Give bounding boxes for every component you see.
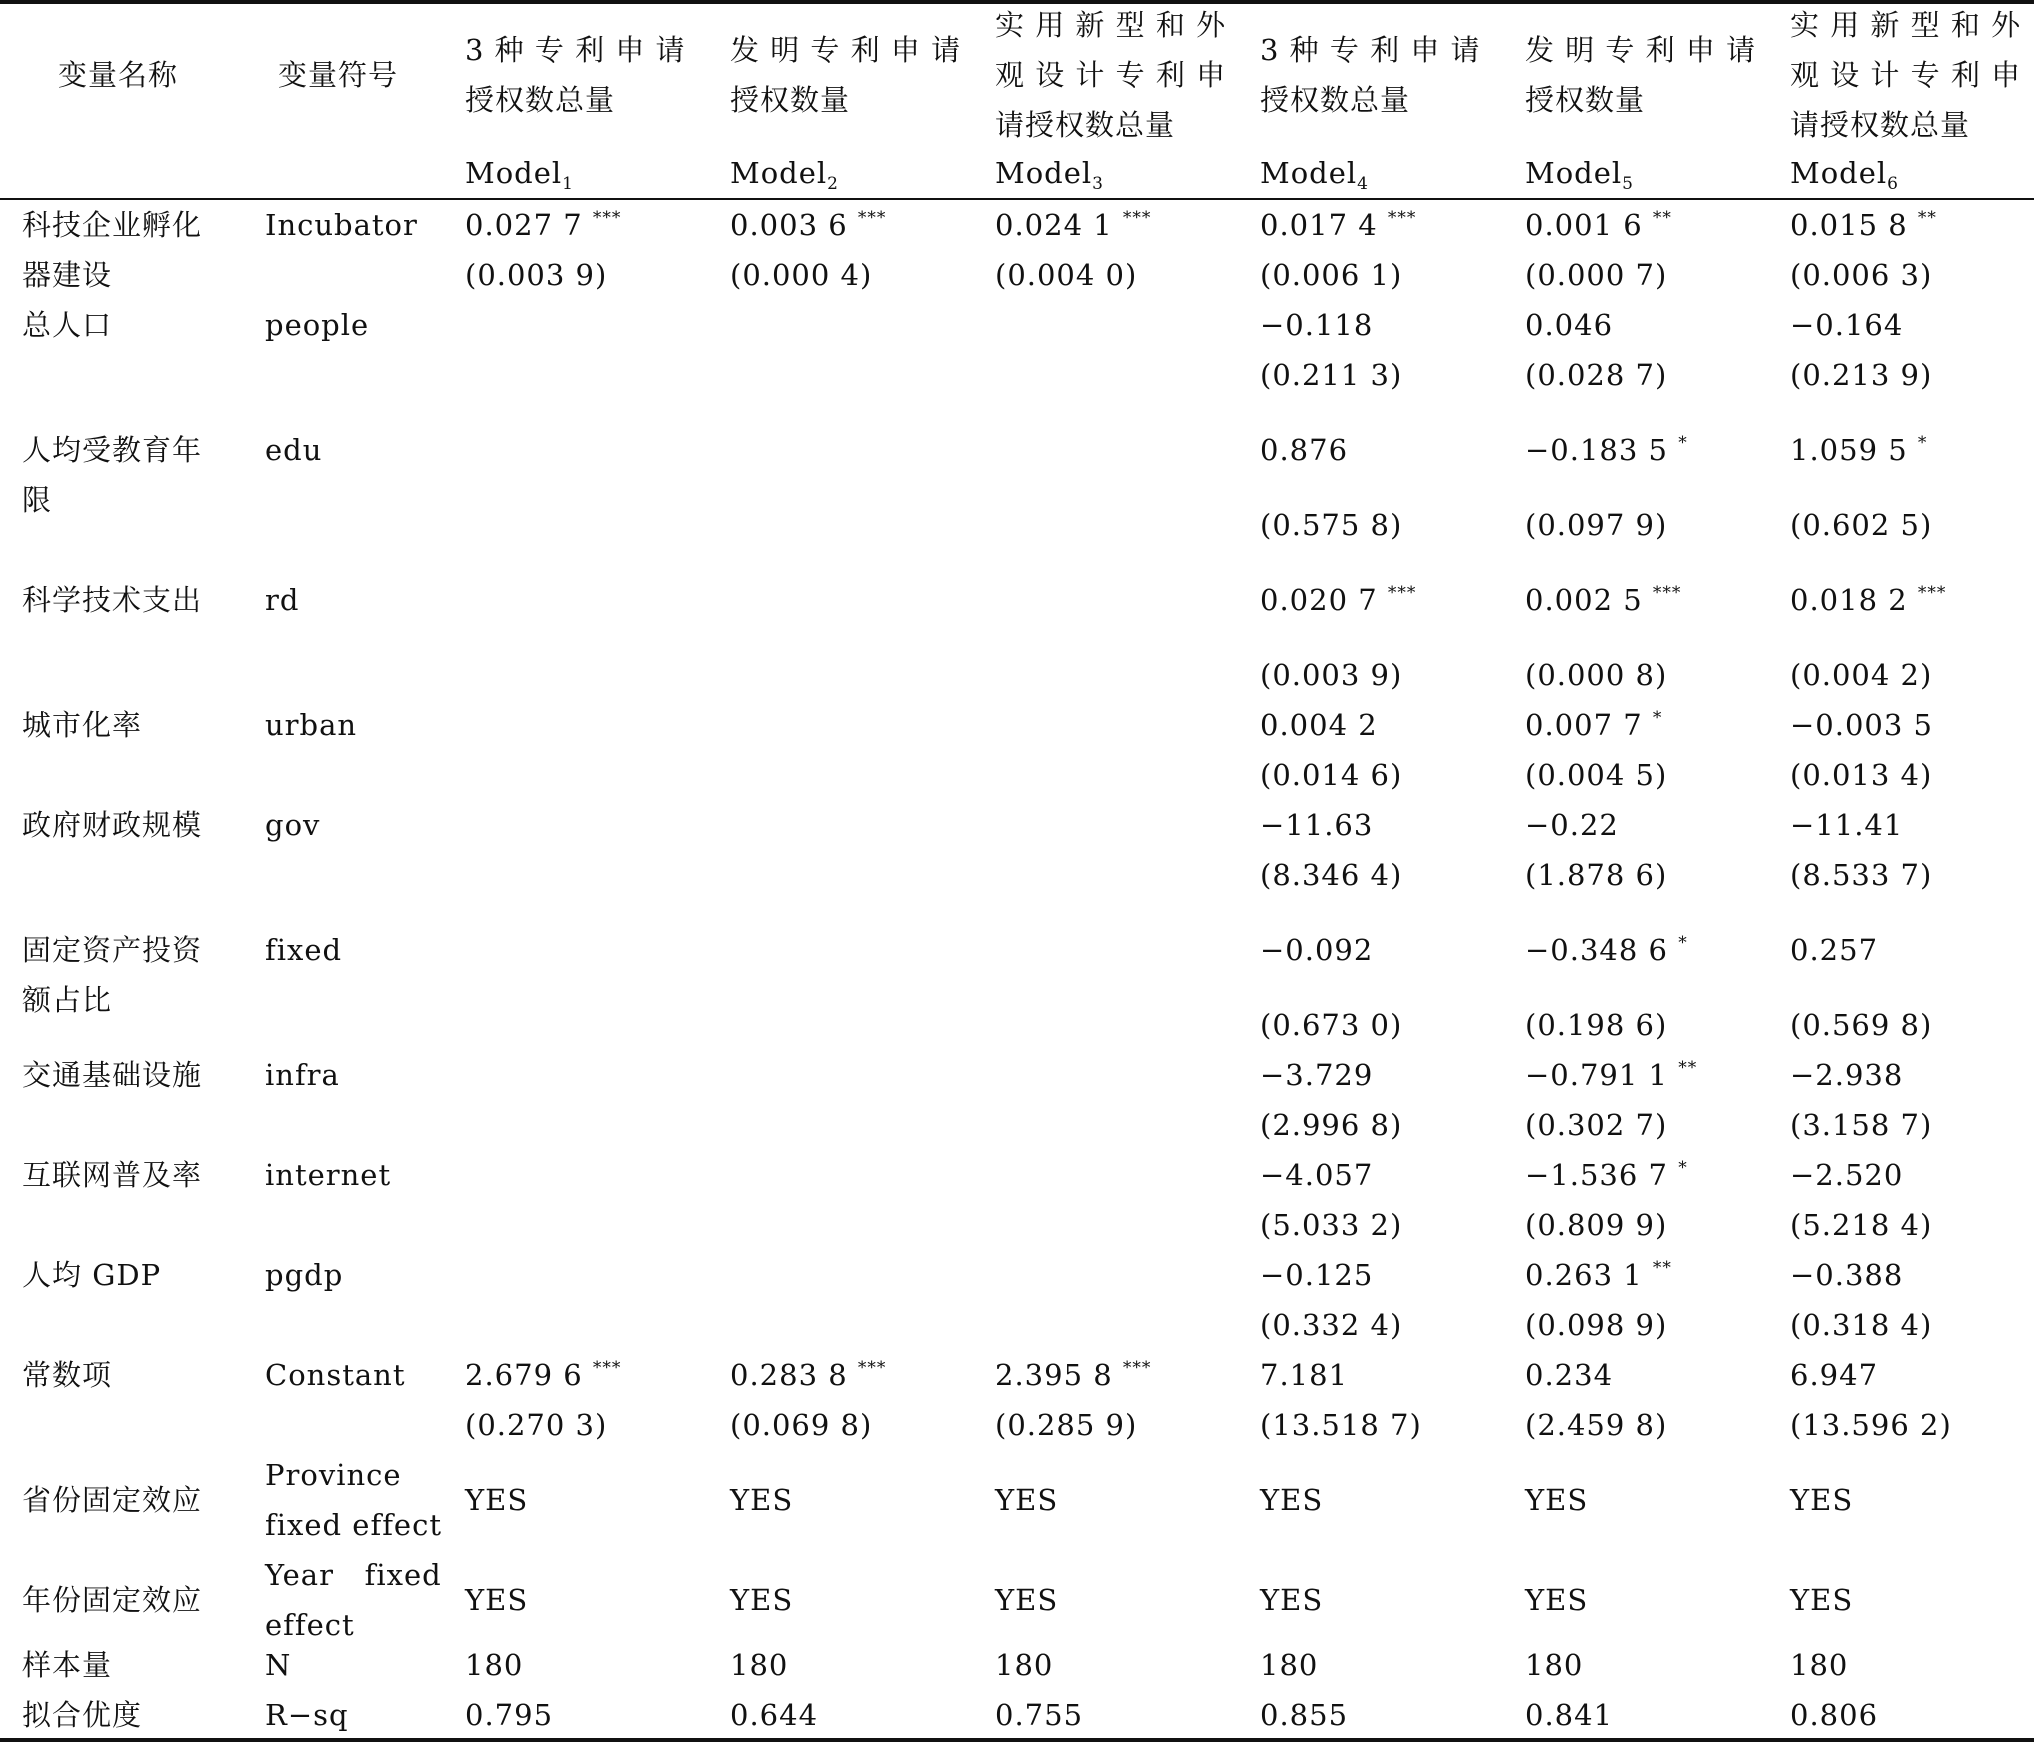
significance-stars: *** bbox=[1122, 208, 1152, 228]
header-model-6-line: 观 设 计 专 利 申 bbox=[1790, 58, 2022, 92]
row-10-coef-m5: 0.263 1 ** bbox=[1525, 1258, 1672, 1292]
row-1-se-m3: (0.004 0) bbox=[995, 258, 1138, 292]
footer-row-3-value-m6: 180 bbox=[1790, 1648, 1849, 1682]
row-4-coef-m4: 0.020 7 *** bbox=[1260, 583, 1417, 617]
row-11-se-m6: (13.596 2) bbox=[1790, 1408, 1952, 1442]
footer-row-2-symbol: effect bbox=[265, 1608, 355, 1642]
significance-stars: * bbox=[1678, 933, 1688, 953]
header-model-4-line: 3 种 专 利 申 请 bbox=[1260, 33, 1481, 67]
significance-stars: *** bbox=[1387, 583, 1417, 603]
footer-row-4-value-m5: 0.841 bbox=[1525, 1698, 1614, 1732]
row-11-se-m3: (0.285 9) bbox=[995, 1408, 1138, 1442]
row-1-se-m4: (0.006 1) bbox=[1260, 258, 1403, 292]
model-subscript: 5 bbox=[1622, 174, 1634, 194]
row-6-coef-m5: −0.22 bbox=[1525, 808, 1619, 842]
row-9-coef-m6: −2.520 bbox=[1790, 1158, 1904, 1192]
row-3-coef-m5: −0.183 5 * bbox=[1525, 433, 1688, 467]
row-4-name: 科学技术支出 bbox=[22, 583, 203, 617]
footer-row-4-name: 拟合优度 bbox=[22, 1698, 143, 1732]
row-11-se-m5: (2.459 8) bbox=[1525, 1408, 1668, 1442]
header-model-6-line: 请授权数总量 bbox=[1790, 108, 1971, 142]
row-3-name: 限 bbox=[22, 483, 53, 517]
footer-row-1-value-m6: YES bbox=[1790, 1483, 1854, 1517]
row-10-coef-m4: −0.125 bbox=[1260, 1258, 1374, 1292]
row-2-coef-m4: −0.118 bbox=[1260, 308, 1374, 342]
row-4-se-m5: (0.000 8) bbox=[1525, 658, 1668, 692]
footer-row-1-name: 省份固定效应 bbox=[22, 1483, 203, 1517]
row-11-coef-m6: 6.947 bbox=[1790, 1358, 1879, 1392]
header-model-2-label: Model$_2$ bbox=[730, 156, 839, 194]
significance-stars: * bbox=[1917, 433, 1928, 453]
row-8-coef-m4: −3.729 bbox=[1260, 1058, 1374, 1092]
row-9-symbol: internet bbox=[265, 1158, 392, 1192]
row-4-se-m4: (0.003 9) bbox=[1260, 658, 1403, 692]
row-2-symbol: people bbox=[265, 308, 370, 342]
row-10-se-m6: (0.318 4) bbox=[1790, 1308, 1933, 1342]
footer-row-2-value-m6: YES bbox=[1790, 1583, 1854, 1617]
footer-row-1-value-m5: YES bbox=[1525, 1483, 1589, 1517]
model-subscript: 6 bbox=[1887, 174, 1899, 194]
model-subscript: 1 bbox=[562, 174, 574, 194]
header-model-4-label: Model$_4$ bbox=[1260, 156, 1369, 194]
row-2-se-m5: (0.028 7) bbox=[1525, 358, 1668, 392]
significance-stars: * bbox=[1678, 1158, 1688, 1178]
header-model-3-line: 请授权数总量 bbox=[995, 108, 1176, 142]
row-7-se-m6: (0.569 8) bbox=[1790, 1008, 1933, 1042]
row-11-coef-m2: 0.283 8 *** bbox=[730, 1358, 887, 1392]
row-6-name: 政府财政规模 bbox=[22, 808, 203, 842]
footer-row-2-value-m2: YES bbox=[730, 1583, 794, 1617]
header-model-3-line: 观 设 计 专 利 申 bbox=[995, 58, 1227, 92]
row-1-coef-m4: 0.017 4 *** bbox=[1260, 208, 1417, 242]
footer-row-3-symbol: N bbox=[265, 1648, 292, 1682]
header-model-5-line: 发 明 专 利 申 请 bbox=[1525, 33, 1757, 67]
row-8-se-m4: (2.996 8) bbox=[1260, 1108, 1403, 1142]
row-5-se-m4: (0.014 6) bbox=[1260, 758, 1403, 792]
row-9-se-m4: (5.033 2) bbox=[1260, 1208, 1403, 1242]
row-3-coef-m6: 1.059 5 * bbox=[1790, 433, 1928, 467]
row-10-symbol: pgdp bbox=[265, 1258, 344, 1292]
header-model-3-line: 实 用 新 型 和 外 bbox=[995, 8, 1227, 42]
row-6-symbol: gov bbox=[265, 808, 321, 842]
row-7-name: 额占比 bbox=[22, 983, 113, 1017]
model-subscript: 2 bbox=[827, 174, 839, 194]
footer-row-4-value-m6: 0.806 bbox=[1790, 1698, 1879, 1732]
significance-stars: * bbox=[1652, 708, 1663, 728]
row-5-symbol: urban bbox=[265, 708, 358, 742]
header-model-5-label: Model$_5$ bbox=[1525, 156, 1634, 194]
row-11-coef-m3: 2.395 8 *** bbox=[995, 1358, 1152, 1392]
footer-row-2-value-m5: YES bbox=[1525, 1583, 1589, 1617]
row-11-se-m2: (0.069 8) bbox=[730, 1408, 873, 1442]
header-model-2-line: 授权数量 bbox=[730, 83, 851, 117]
header-model-2-line: 发 明 专 利 申 请 bbox=[730, 33, 962, 67]
row-2-name: 总人口 bbox=[22, 308, 113, 342]
header-model-3-label: Model$_3$ bbox=[995, 156, 1104, 194]
row-11-se-m4: (13.518 7) bbox=[1260, 1408, 1422, 1442]
row-1-se-m2: (0.000 4) bbox=[730, 258, 873, 292]
significance-stars: ** bbox=[1652, 208, 1672, 228]
header-variable-symbol: 变量符号 bbox=[278, 58, 399, 92]
row-3-name: 人均受教育年 bbox=[22, 433, 203, 467]
significance-stars: *** bbox=[1122, 1358, 1152, 1378]
row-4-symbol: rd bbox=[265, 583, 300, 617]
row-1-name: 科技企业孵化 bbox=[22, 208, 203, 242]
row-7-coef-m6: 0.257 bbox=[1790, 933, 1879, 967]
row-1-coef-m5: 0.001 6 ** bbox=[1525, 208, 1672, 242]
header-model-1-line: 3 种 专 利 申 请 bbox=[465, 33, 686, 67]
row-5-coef-m5: 0.007 7 * bbox=[1525, 708, 1663, 742]
model-subscript: 3 bbox=[1092, 174, 1104, 194]
model-subscript: 4 bbox=[1357, 174, 1369, 194]
row-1-se-m1: (0.003 9) bbox=[465, 258, 608, 292]
footer-row-3-name: 样本量 bbox=[22, 1648, 113, 1682]
row-6-se-m4: (8.346 4) bbox=[1260, 858, 1403, 892]
row-7-se-m5: (0.198 6) bbox=[1525, 1008, 1668, 1042]
significance-stars: *** bbox=[592, 1358, 622, 1378]
row-8-se-m5: (0.302 7) bbox=[1525, 1108, 1668, 1142]
row-3-se-m6: (0.602 5) bbox=[1790, 508, 1933, 542]
row-1-coef-m1: 0.027 7 *** bbox=[465, 208, 622, 242]
significance-stars: *** bbox=[857, 1358, 887, 1378]
row-8-symbol: infra bbox=[265, 1058, 340, 1092]
header-model-6-label: Model$_6$ bbox=[1790, 156, 1899, 194]
row-2-coef-m6: −0.164 bbox=[1790, 308, 1904, 342]
row-5-se-m5: (0.004 5) bbox=[1525, 758, 1668, 792]
footer-row-1-symbol: Province bbox=[265, 1458, 402, 1492]
footer-row-4-value-m2: 0.644 bbox=[730, 1698, 819, 1732]
row-10-coef-m6: −0.388 bbox=[1790, 1258, 1904, 1292]
row-6-se-m5: (1.878 6) bbox=[1525, 858, 1668, 892]
row-1-coef-m3: 0.024 1 *** bbox=[995, 208, 1152, 242]
row-11-symbol: Constant bbox=[265, 1358, 406, 1392]
header-model-6-line: 实 用 新 型 和 外 bbox=[1790, 8, 2022, 42]
row-8-name: 交通基础设施 bbox=[22, 1058, 203, 1092]
header-model-4-line: 授权数总量 bbox=[1260, 83, 1411, 117]
row-3-symbol: edu bbox=[265, 433, 323, 467]
row-2-se-m6: (0.213 9) bbox=[1790, 358, 1933, 392]
footer-row-3-value-m5: 180 bbox=[1525, 1648, 1584, 1682]
footer-row-4-value-m1: 0.795 bbox=[465, 1698, 554, 1732]
footer-row-1-value-m1: YES bbox=[465, 1483, 529, 1517]
row-9-name: 互联网普及率 bbox=[22, 1158, 203, 1192]
footer-row-4-symbol: R−sq bbox=[265, 1698, 349, 1732]
row-7-name: 固定资产投资 bbox=[22, 933, 203, 967]
footer-row-1-symbol: fixed effect bbox=[265, 1508, 442, 1542]
row-9-se-m5: (0.809 9) bbox=[1525, 1208, 1668, 1242]
significance-stars: *** bbox=[1387, 208, 1417, 228]
footer-row-1-value-m2: YES bbox=[730, 1483, 794, 1517]
row-11-coef-m5: 0.234 bbox=[1525, 1358, 1614, 1392]
footer-row-3-value-m1: 180 bbox=[465, 1648, 524, 1682]
row-4-coef-m5: 0.002 5 *** bbox=[1525, 583, 1682, 617]
header-model-5-line: 授权数量 bbox=[1525, 83, 1646, 117]
row-6-coef-m6: −11.41 bbox=[1790, 808, 1904, 842]
row-1-coef-m6: 0.015 8 ** bbox=[1790, 208, 1937, 242]
footer-row-3-value-m4: 180 bbox=[1260, 1648, 1319, 1682]
significance-stars: *** bbox=[1652, 583, 1682, 603]
footer-row-2-value-m4: YES bbox=[1260, 1583, 1324, 1617]
footer-row-1-value-m3: YES bbox=[995, 1483, 1059, 1517]
row-5-name: 城市化率 bbox=[22, 708, 143, 742]
row-5-coef-m4: 0.004 2 bbox=[1260, 708, 1378, 742]
footer-row-4-value-m3: 0.755 bbox=[995, 1698, 1084, 1732]
row-2-coef-m5: 0.046 bbox=[1525, 308, 1614, 342]
row-4-se-m6: (0.004 2) bbox=[1790, 658, 1933, 692]
row-3-coef-m4: 0.876 bbox=[1260, 433, 1349, 467]
header-model-1-label: Model$_1$ bbox=[465, 156, 574, 194]
footer-row-2-name: 年份固定效应 bbox=[22, 1583, 203, 1617]
row-3-se-m5: (0.097 9) bbox=[1525, 508, 1668, 542]
footer-row-2-value-m3: YES bbox=[995, 1583, 1059, 1617]
row-11-name: 常数项 bbox=[22, 1358, 113, 1392]
row-5-se-m6: (0.013 4) bbox=[1790, 758, 1933, 792]
row-1-symbol: Incubator bbox=[265, 208, 418, 242]
row-1-coef-m2: 0.003 6 *** bbox=[730, 208, 887, 242]
row-10-se-m4: (0.332 4) bbox=[1260, 1308, 1403, 1342]
row-1-name: 器建设 bbox=[22, 258, 113, 292]
header-model-1-line: 授权数总量 bbox=[465, 83, 616, 117]
footer-row-4-value-m4: 0.855 bbox=[1260, 1698, 1349, 1732]
row-8-coef-m5: −0.791 1 ** bbox=[1525, 1058, 1698, 1092]
row-7-coef-m5: −0.348 6 * bbox=[1525, 933, 1688, 967]
row-6-coef-m4: −11.63 bbox=[1260, 808, 1374, 842]
row-4-coef-m6: 0.018 2 *** bbox=[1790, 583, 1947, 617]
significance-stars: * bbox=[1678, 433, 1688, 453]
row-10-se-m5: (0.098 9) bbox=[1525, 1308, 1668, 1342]
row-1-se-m5: (0.000 7) bbox=[1525, 258, 1668, 292]
significance-stars: ** bbox=[1678, 1058, 1698, 1078]
row-6-se-m6: (8.533 7) bbox=[1790, 858, 1933, 892]
footer-row-3-value-m2: 180 bbox=[730, 1648, 789, 1682]
row-1-se-m6: (0.006 3) bbox=[1790, 258, 1933, 292]
row-9-se-m6: (5.218 4) bbox=[1790, 1208, 1933, 1242]
footer-row-1-value-m4: YES bbox=[1260, 1483, 1324, 1517]
row-5-coef-m6: −0.003 5 bbox=[1790, 708, 1933, 742]
significance-stars: ** bbox=[1652, 1258, 1672, 1278]
row-11-coef-m4: 7.181 bbox=[1260, 1358, 1349, 1392]
row-9-coef-m5: −1.536 7 * bbox=[1525, 1158, 1688, 1192]
row-7-se-m4: (0.673 0) bbox=[1260, 1008, 1403, 1042]
row-7-symbol: fixed bbox=[265, 933, 343, 967]
significance-stars: *** bbox=[1917, 583, 1947, 603]
header-variable-name: 变量名称 bbox=[58, 58, 179, 92]
row-10-name: 人均 GDP bbox=[22, 1258, 162, 1292]
row-8-coef-m6: −2.938 bbox=[1790, 1058, 1904, 1092]
footer-row-2-symbol: Year fixed bbox=[265, 1558, 442, 1592]
row-8-se-m6: (3.158 7) bbox=[1790, 1108, 1933, 1142]
row-11-coef-m1: 2.679 6 *** bbox=[465, 1358, 622, 1392]
row-2-se-m4: (0.211 3) bbox=[1260, 358, 1403, 392]
row-9-coef-m4: −4.057 bbox=[1260, 1158, 1374, 1192]
row-7-coef-m4: −0.092 bbox=[1260, 933, 1374, 967]
row-3-se-m4: (0.575 8) bbox=[1260, 508, 1403, 542]
footer-row-2-value-m1: YES bbox=[465, 1583, 529, 1617]
significance-stars: ** bbox=[1917, 208, 1937, 228]
significance-stars: *** bbox=[857, 208, 887, 228]
significance-stars: *** bbox=[592, 208, 622, 228]
row-11-se-m1: (0.270 3) bbox=[465, 1408, 608, 1442]
footer-row-3-value-m3: 180 bbox=[995, 1648, 1054, 1682]
